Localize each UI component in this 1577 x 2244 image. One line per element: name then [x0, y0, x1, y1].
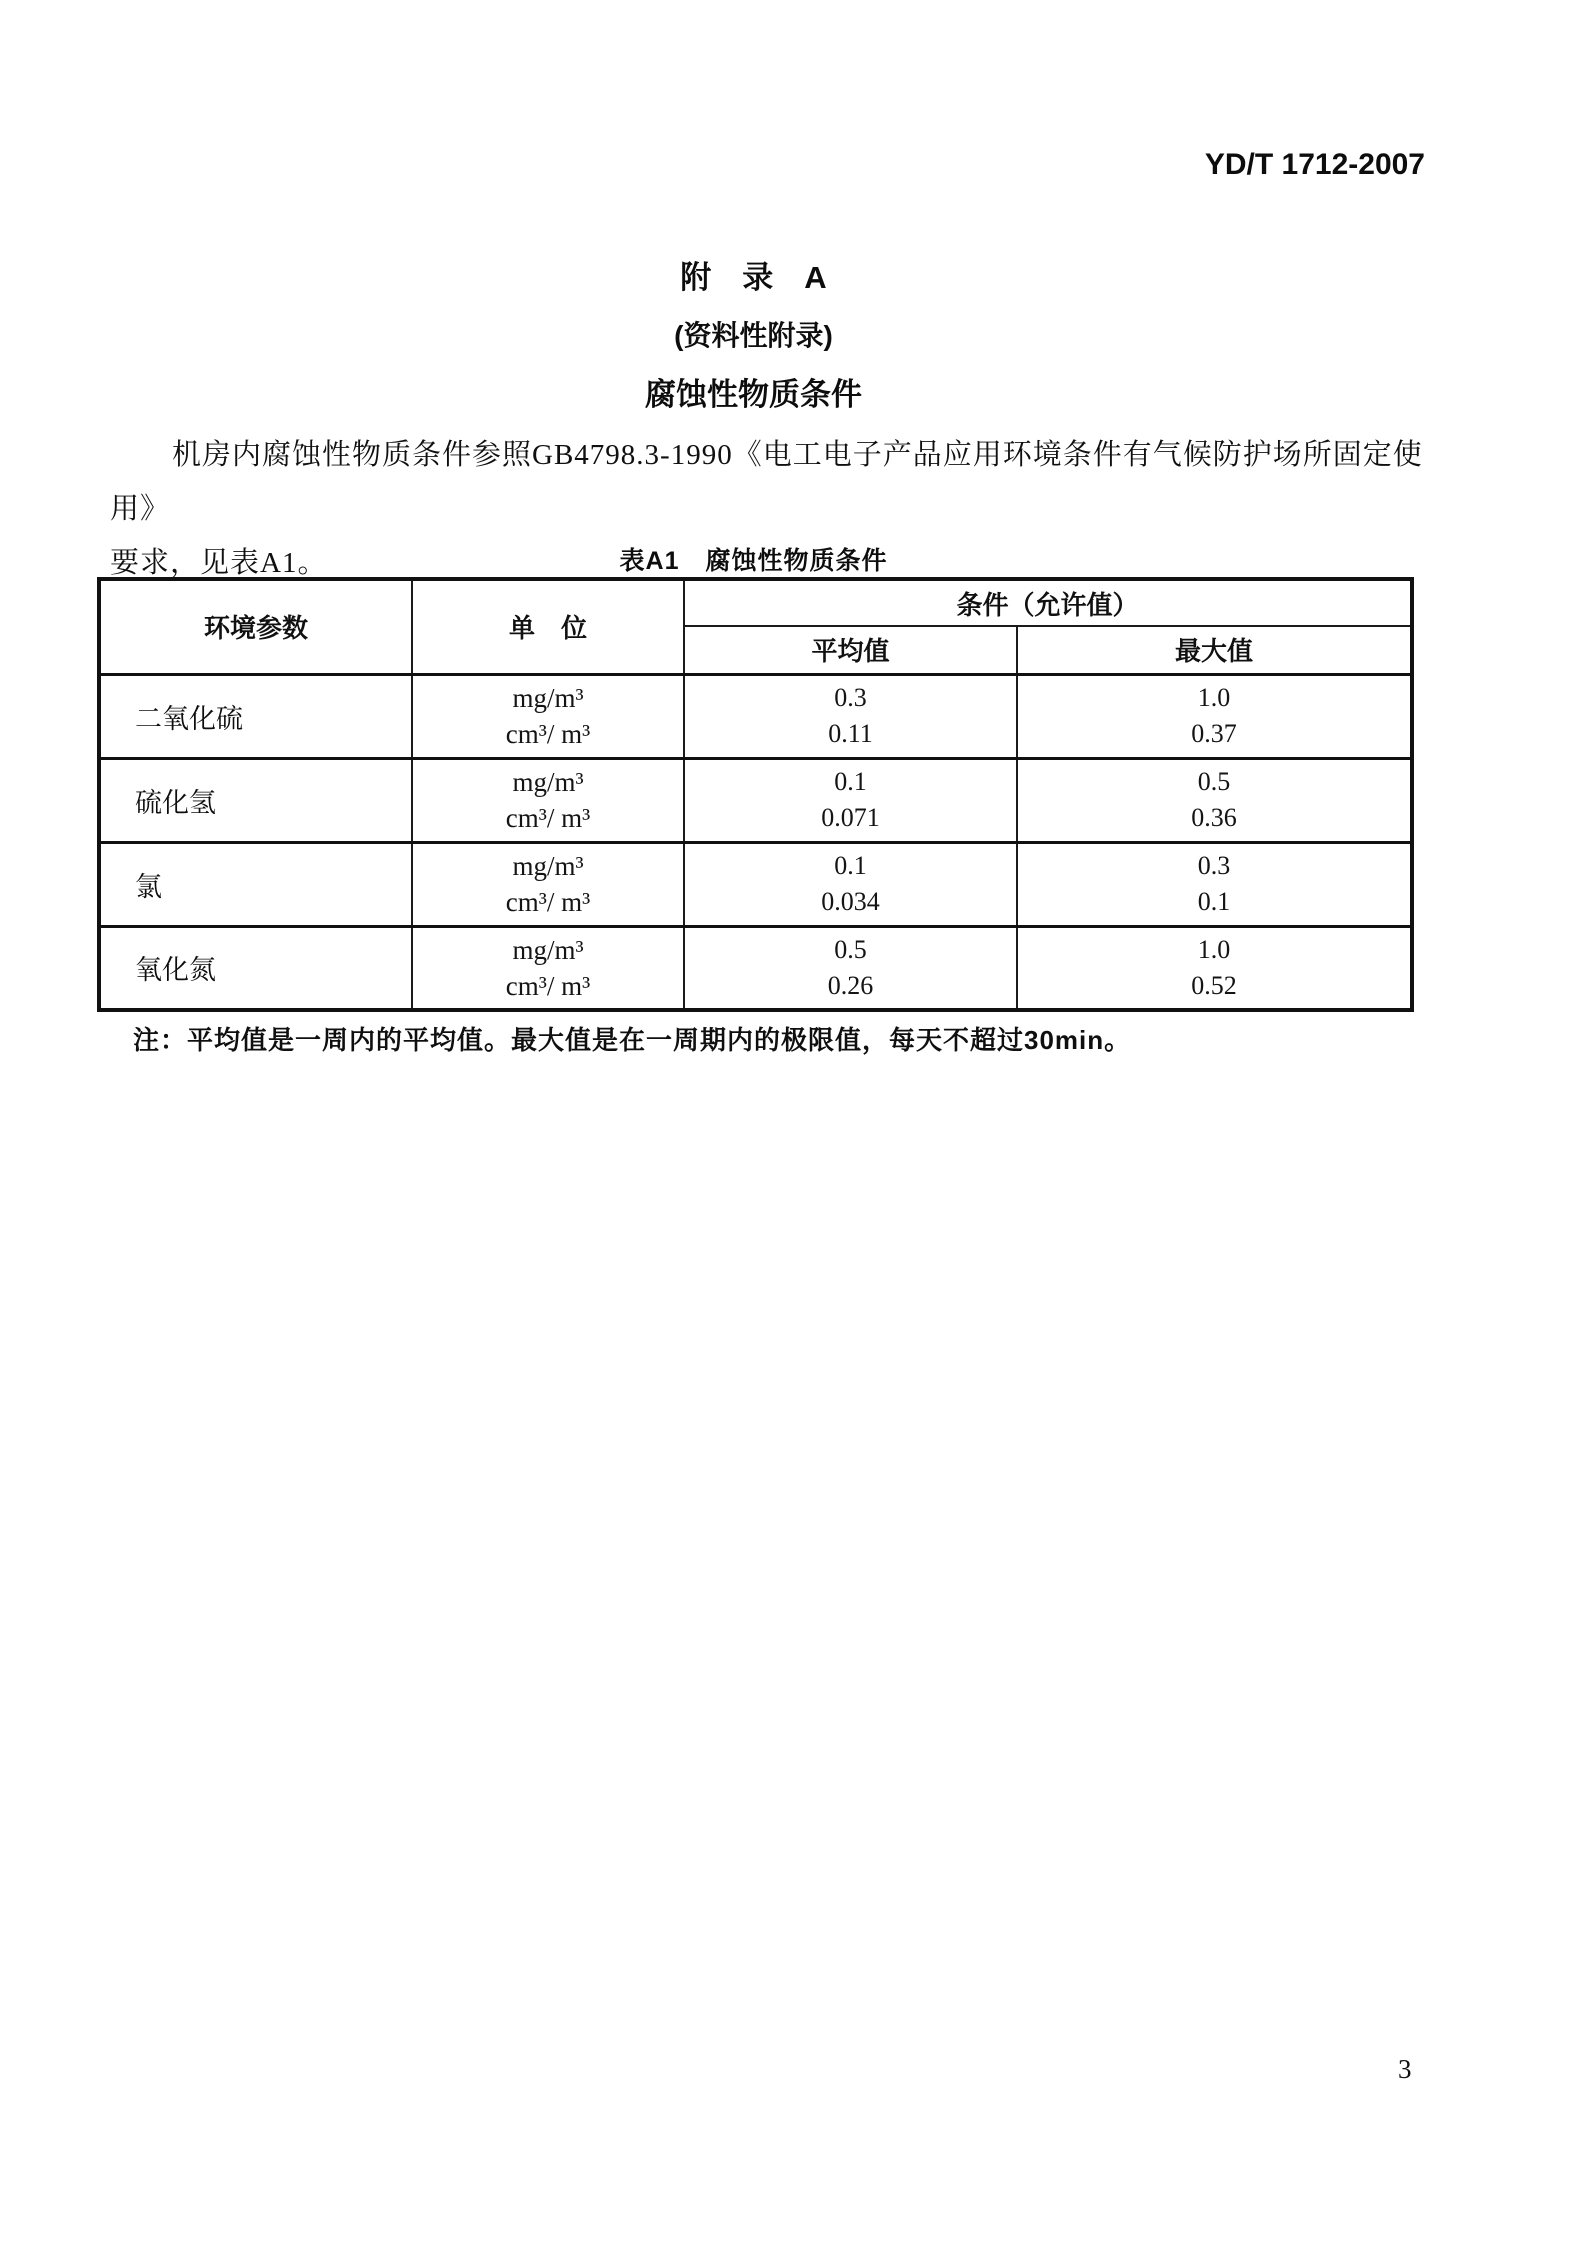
- parameter-name: 氯: [99, 842, 412, 926]
- column-header-unit: 单 位: [412, 579, 684, 674]
- maximum-value: 1.0: [1197, 935, 1231, 964]
- page-number: 3: [1398, 2054, 1412, 2084]
- column-header-average: 平均值: [684, 626, 1017, 674]
- paragraph-line: 要求，见表A1。: [110, 547, 328, 579]
- table-row: [99, 926, 1412, 1010]
- unit-value: cm³/ m³: [505, 886, 591, 917]
- table-row: [99, 842, 1412, 926]
- table-caption: 表A1 腐蚀性物质条件: [619, 547, 888, 575]
- paragraph-line: 机房内腐蚀性物质条件参照GB4798.3-1990《电工电子产品应用环境条件有气候防护场所固定使用》: [110, 439, 1423, 525]
- maximum-value: 0.52: [1191, 970, 1237, 1000]
- maximum-value: 1.0: [1197, 683, 1231, 713]
- table-note: 注：平均值是一周内的平均值。最大值是在一周期内的极限值，每天不超过30min。: [133, 1025, 1132, 1055]
- unit-value: mg/m³: [512, 851, 584, 882]
- appendix-type-label: (资料性附录): [674, 320, 833, 351]
- maximum-value: 0.36: [1191, 802, 1237, 832]
- parameter-name: 硫化氢: [99, 758, 412, 842]
- corrosive-substances-table: [97, 577, 1414, 1012]
- average-value: 0.071: [821, 802, 880, 832]
- maximum-value: 0.3: [1197, 851, 1231, 881]
- maximum-value: 0.1: [1197, 886, 1231, 916]
- average-value: 0.1: [834, 767, 867, 797]
- appendix-title-block: [97, 252, 1410, 414]
- table-row: [99, 758, 1412, 842]
- appendix-heading: 附 录 A: [680, 260, 827, 295]
- parameter-name: 二氧化硫: [99, 674, 412, 758]
- appendix-subject-title: 腐蚀性物质条件: [645, 377, 862, 412]
- average-value: 0.5: [834, 935, 867, 964]
- column-header-maximum: 最大值: [1017, 626, 1412, 674]
- maximum-value: 0.5: [1197, 767, 1231, 797]
- unit-value: cm³/ m³: [505, 802, 591, 833]
- maximum-value: 0.37: [1191, 718, 1237, 748]
- unit-value: mg/m³: [512, 767, 584, 798]
- table-row: [99, 674, 1412, 758]
- unit-value: mg/m³: [512, 683, 584, 714]
- unit-value: mg/m³: [512, 935, 584, 965]
- average-value: 0.26: [827, 970, 874, 1000]
- unit-value: cm³/ m³: [505, 970, 591, 1001]
- average-value: 0.1: [834, 851, 867, 881]
- average-value: 0.034: [821, 886, 880, 916]
- unit-value: cm³/ m³: [505, 718, 591, 749]
- column-header-parameter: 环境参数: [99, 579, 412, 674]
- average-value: 0.11: [828, 718, 873, 748]
- standard-number: YD/T 1712-2007: [1204, 148, 1425, 181]
- column-header-condition: 条件（允许值）: [684, 579, 1412, 626]
- parameter-name: 氧化氮: [99, 926, 412, 1010]
- average-value: 0.3: [834, 683, 867, 713]
